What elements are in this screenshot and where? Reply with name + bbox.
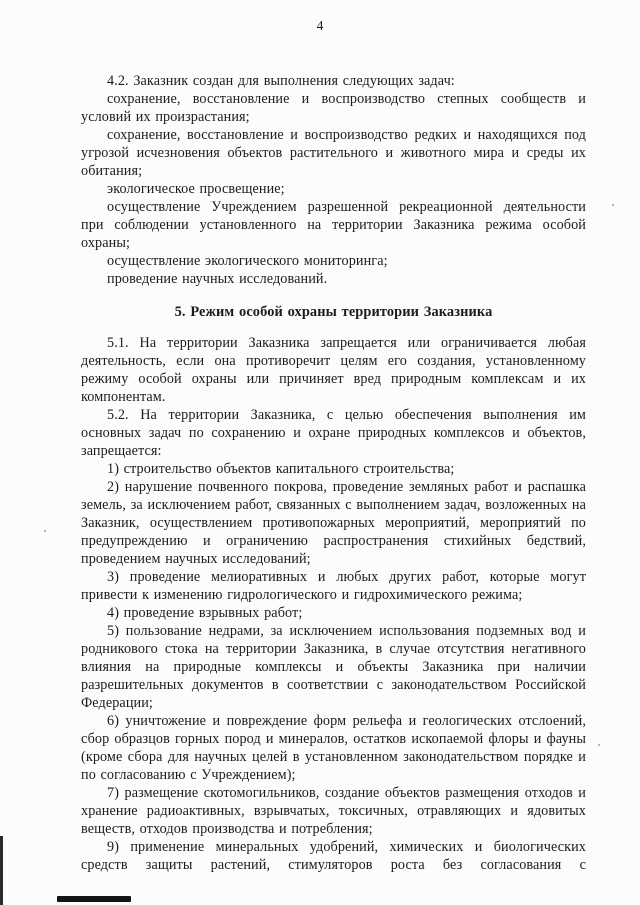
task-item-eco-education: экологическое просвещение;	[107, 181, 285, 197]
prohibited-item-3: 3) проведение мелиоративных и любых других работ, которые могут привести к изменению гидрологического и гидрохимического режима;	[81, 569, 586, 603]
prohibited-item-4: 4) проведение взрывных работ;	[107, 605, 303, 621]
paragraph-5-2: 5.2. На территории Заказника, с целью обеспечения выполнения им основных задач по сохранению и охране природных комплексов и объектов, запрещается:	[81, 407, 586, 459]
task-item-rare-species: сохранение, восстановление и воспроизводство редких и находящихся под угрозой исчезновения объектов растительного и животного мира и среды их обитания;	[81, 127, 586, 179]
task-item-monitoring: осуществление экологического мониторинга;	[107, 253, 388, 269]
scan-speck	[44, 530, 46, 532]
task-item-steppe-communities: сохранение, восстановление и воспроизводство степных сообществ и условий их произрастания;	[81, 91, 586, 125]
scan-artifact-left-edge	[0, 836, 3, 905]
prohibited-item-2: 2) нарушение почвенного покрова, проведение земляных работ и распашка земель, за исключением работ, связанных с выполнением задач, возложенных на Заказник, осуществлением противопожарных мероприятий, мероприятий по предупреждению и ограничению распространения стихийных бедствий, проведением научных исследований;	[81, 479, 586, 567]
section-5-heading: 5. Режим особой охраны территории Заказника	[174, 304, 493, 320]
scan-speck	[598, 744, 600, 746]
prohibited-item-9: 9) применение минеральных удобрений, химических и биологических средств защиты растений, стимуляторов роста без согласования с	[81, 839, 586, 873]
prohibited-item-5: 5) пользование недрами, за исключением использования подземных вод и родникового стока на территории Заказника, в случае отсутствия негативного влияния на природные комплексы и объекты Заказника при наличии разрешительных документов в соответствии с законодательством Российской Федерации;	[81, 623, 586, 711]
page-number: 4	[316, 18, 324, 33]
prohibited-item-1: 1) строительство объектов капитального строительства;	[107, 461, 455, 477]
paragraph-4-2-intro: 4.2. Заказник создан для выполнения следующих задач:	[107, 73, 455, 89]
prohibited-item-7: 7) размещение скотомогильников, создание объектов размещения отходов и хранение радиоактивных, взрывчатых, токсичных, отравляющих и ядовитых веществ, отходов производства и потребления;	[81, 785, 586, 837]
scan-artifact-bottom-mark	[57, 896, 131, 902]
task-item-research: проведение научных исследований.	[107, 271, 328, 287]
prohibited-item-6: 6) уничтожение и повреждение форм рельефа и геологических отслоений, сбор образцов горных пород и минералов, остатков ископаемой флоры и фауны (кроме сбора для научных целей в установленном законодательством порядке и по согласованию с Учреждением);	[81, 713, 586, 783]
paragraph-5-1: 5.1. На территории Заказника запрещается или ограничивается любая деятельность, если она противоречит целям его создания, установленному режиму особой охраны или причиняет вред природным комплексам и их компонентам.	[81, 335, 586, 405]
scan-speck	[612, 204, 614, 206]
task-item-recreation: осуществление Учреждением разрешенной рекреационной деятельности при соблюдении установленного на территории Заказника режима особой охраны;	[81, 199, 586, 251]
document-body	[81, 72, 586, 874]
